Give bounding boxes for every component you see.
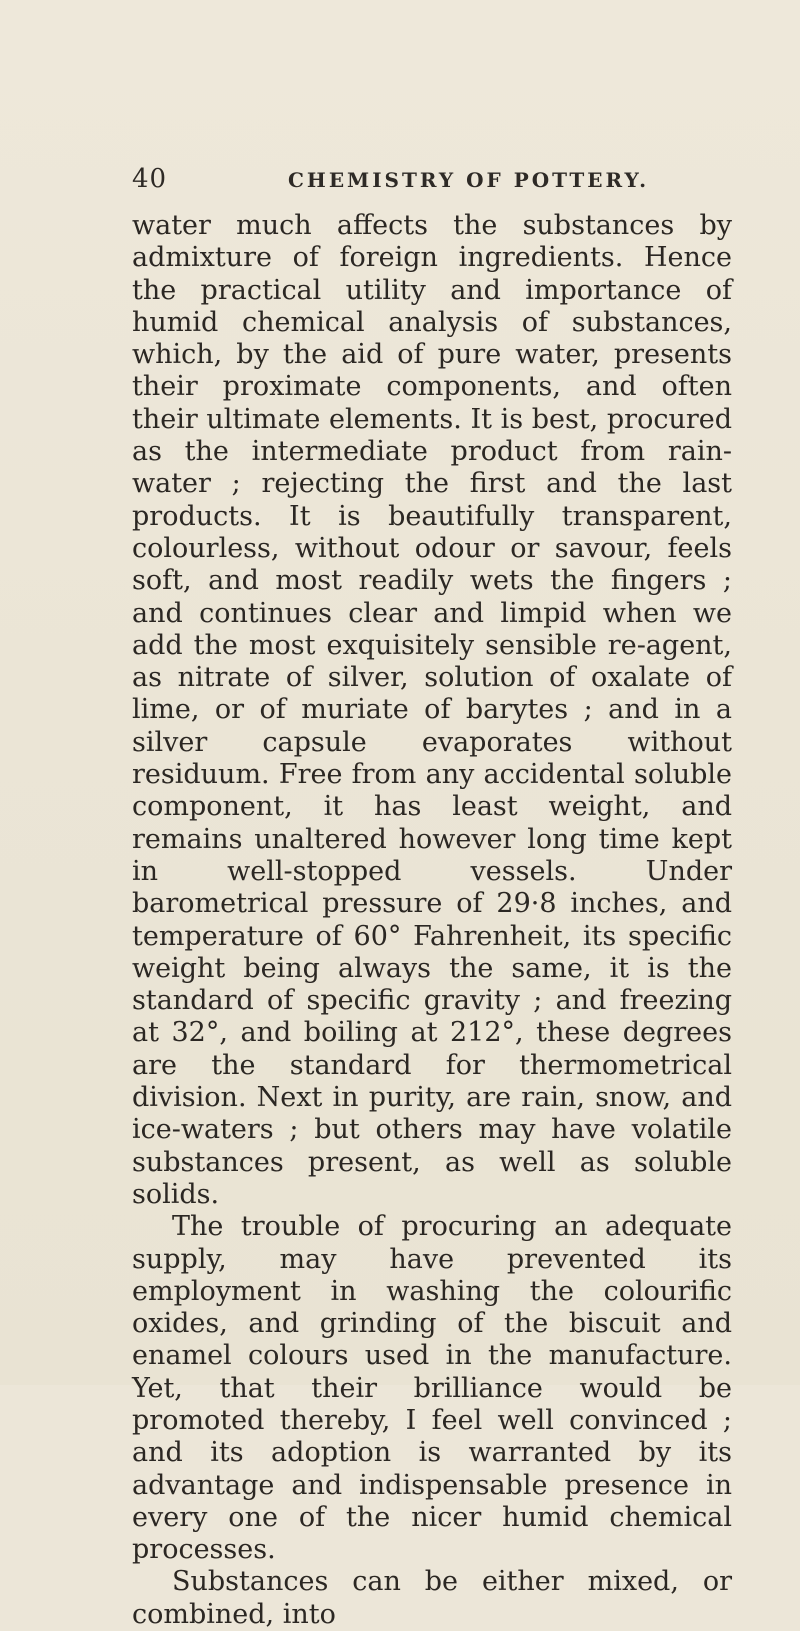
body-text (132, 210, 732, 1631)
paragraph-supply-trouble: The trouble of procuring an adequate supply, may have prevented its employment in washing the colourific oxides, and grinding of the biscuit and enamel colours used in the manufacture. Yet, that their brilliance would be promoted thereby, I feel well convinced ; and its adoption is warranted by its advantage and indispensable presence in every one of the nicer humid chemical processes. (132, 1211, 732, 1566)
paragraph-substances: Substances can be either mixed, or combined, into (132, 1566, 732, 1630)
paragraph-water-properties: water much affects the substances by admixture of foreign ingredients. Hence the practical utility and importance of humid chemical analysis of substances, which, by the aid of pure water, presents their proximate components, and often their ultimate elements. It is best, procured as the intermediate product from rain-water ; rejecting the first and the last products. It is beautifully transparent, colourless, without odour or savour, feels soft, and most readily wets the fingers ; and continues clear and limpid when we add the most exquisitely sensible re-agent, as nitrate of silver, solution of oxalate of lime, or of muriate of barytes ; and in a silver capsule evaporates without residuum. Free from any accidental soluble component, it has least weight, and remains unaltered however long time kept in well-stopped vessels. Under barometrical pressure of 29·8 inches, and temperature of 60° Fahrenheit, its specific weight being always the same, it is the standard of specific gravity ; and freezing at 32°, and boiling at 212°, these degrees are the standard for thermometrical division. Next in purity, are rain, snow, and ice-waters ; but others may have volatile substances present, as well as soluble solids. (132, 210, 732, 1210)
page-header (132, 164, 732, 200)
page-number: 40 (132, 164, 168, 194)
running-head: CHEMISTRY OF POTTERY. (288, 168, 650, 192)
